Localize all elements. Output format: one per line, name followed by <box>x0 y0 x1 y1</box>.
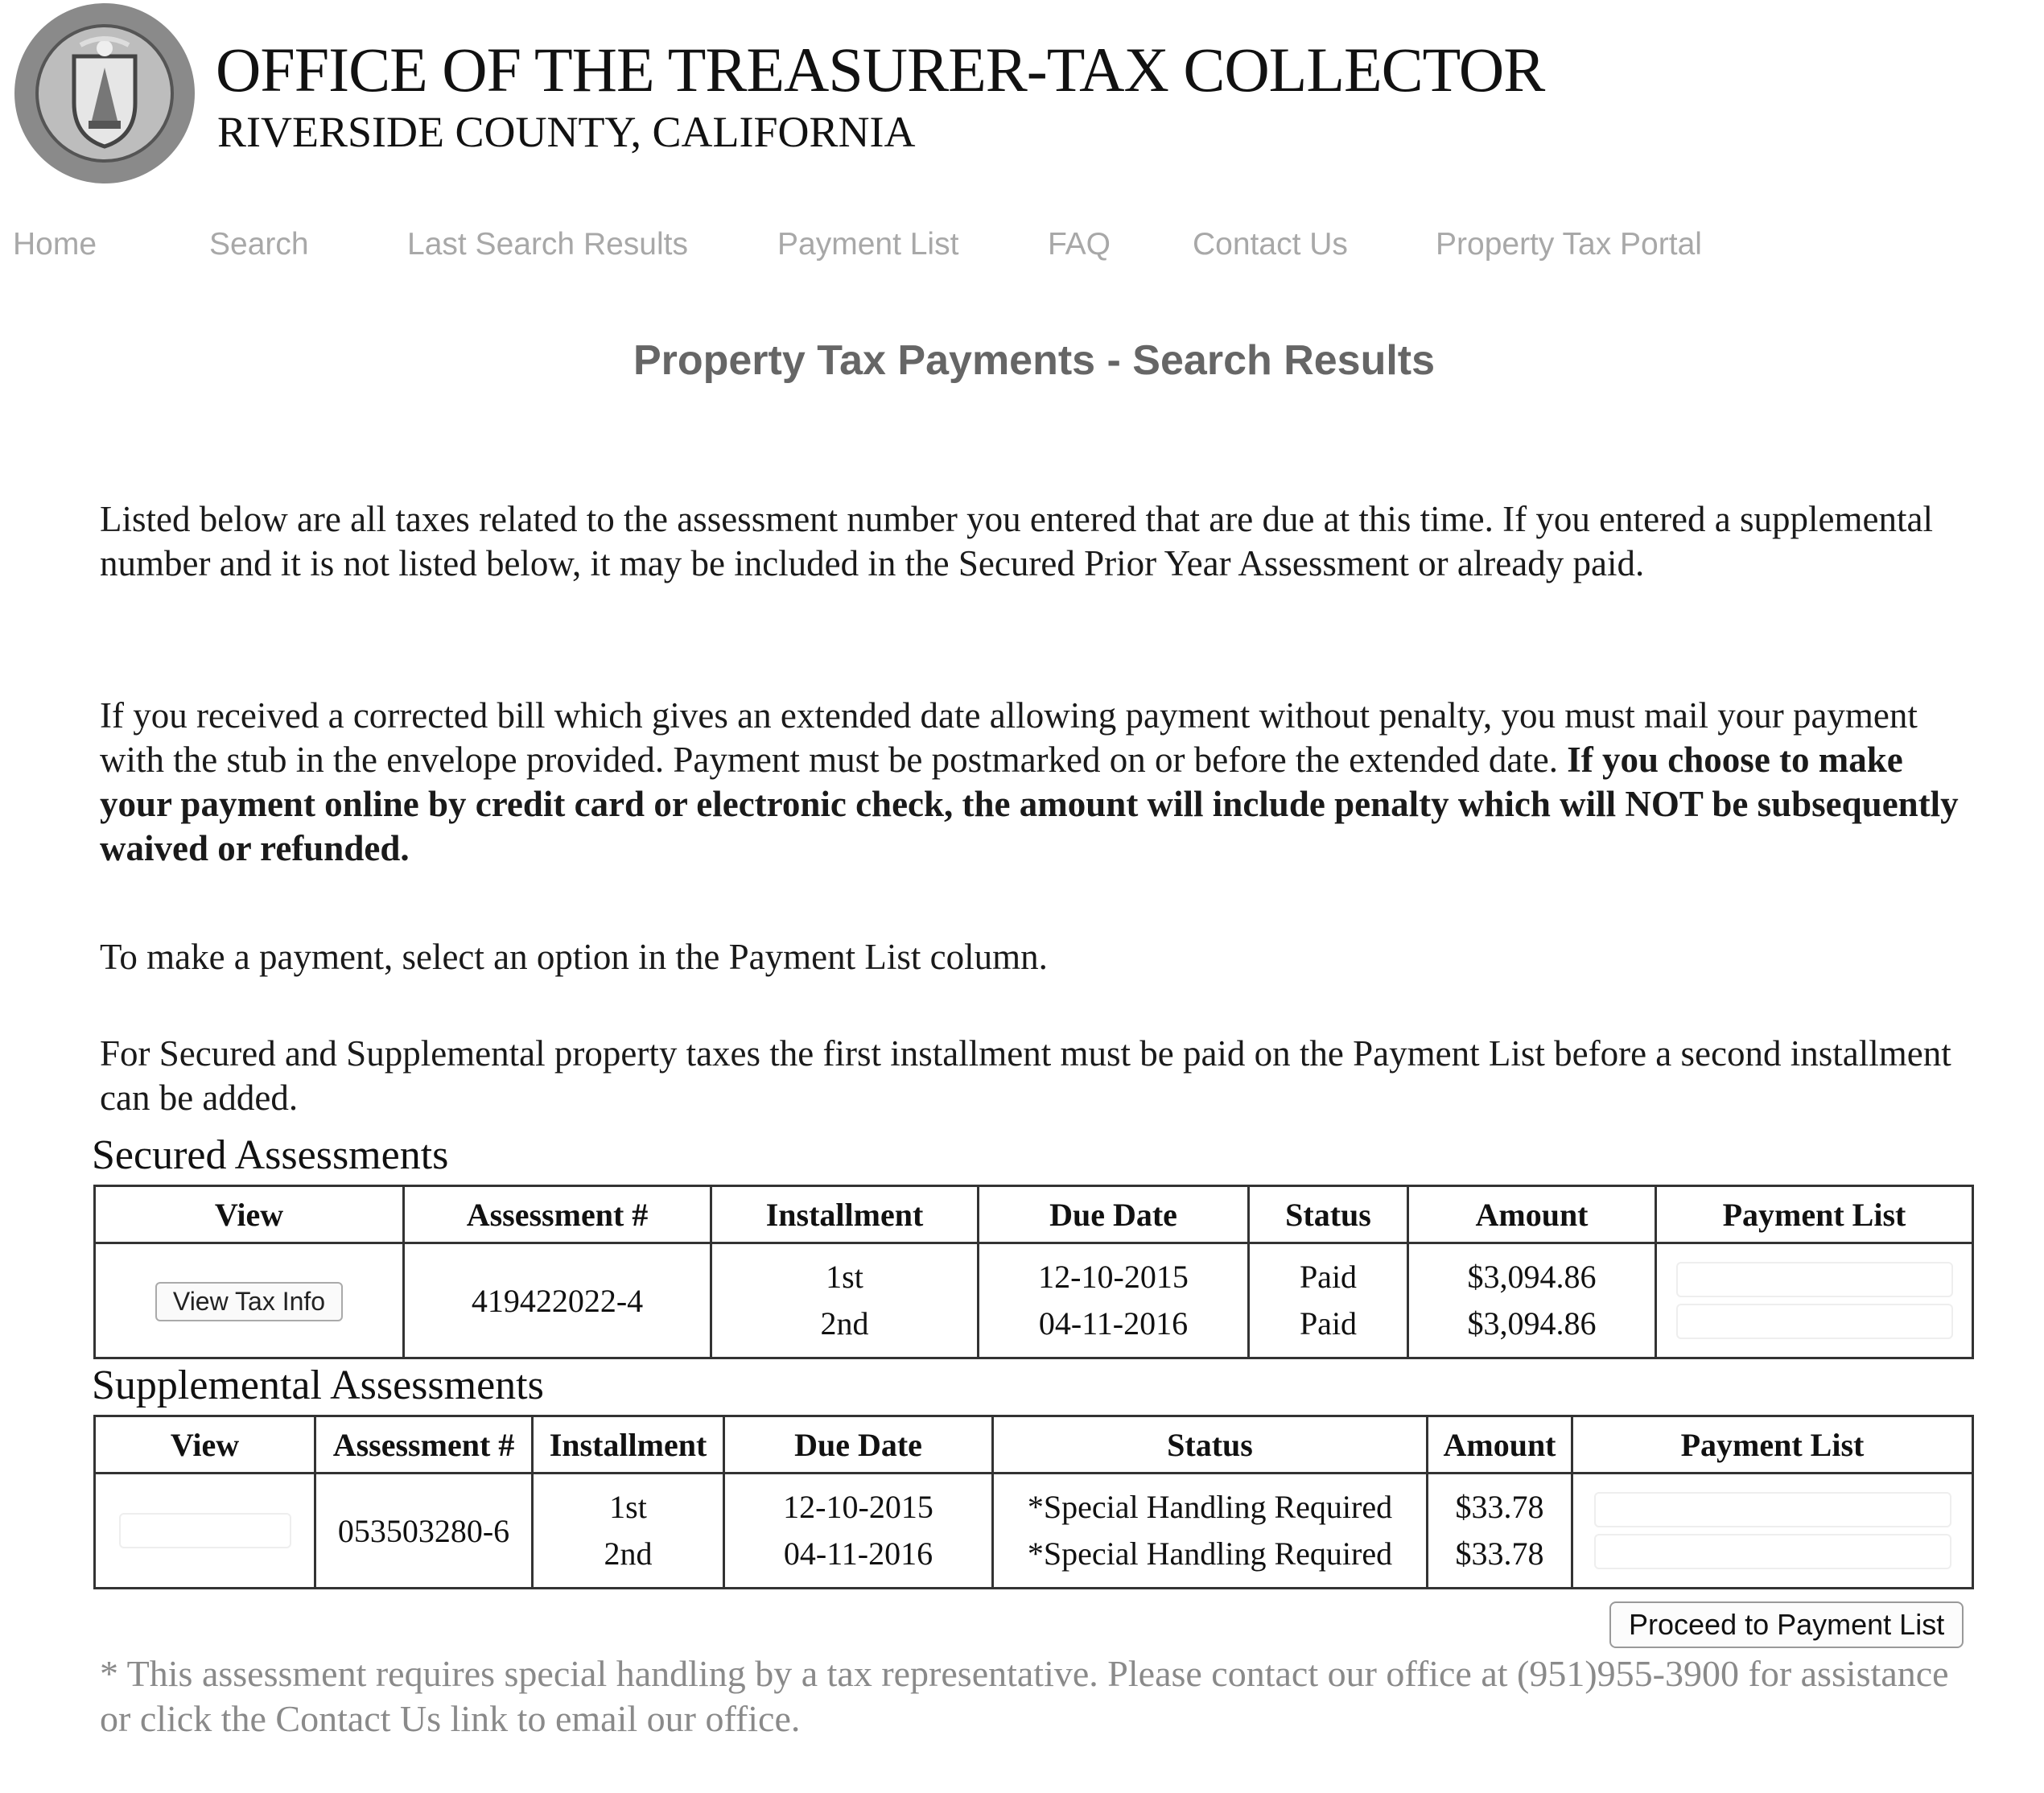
column-header: Amount <box>1408 1186 1656 1243</box>
column-header: Payment List <box>1572 1416 1973 1474</box>
table-row <box>95 1474 1973 1589</box>
installment-cell <box>711 1243 979 1358</box>
column-header: Assessment # <box>404 1186 711 1243</box>
status: Paid <box>1299 1305 1358 1342</box>
column-header: Assessment # <box>315 1416 533 1474</box>
nav-faq[interactable]: FAQ <box>1048 227 1111 262</box>
column-header: Due Date <box>979 1186 1249 1243</box>
installment: 1st <box>609 1489 647 1525</box>
amount-cell <box>1428 1474 1572 1589</box>
nav-search[interactable]: Search <box>209 227 309 262</box>
office-title: OFFICE OF THE TREASURER-TAX COLLECTOR <box>216 35 1545 105</box>
column-header: View <box>95 1416 315 1474</box>
amount: $3,094.86 <box>1467 1305 1597 1342</box>
payment-list-option-disabled <box>1676 1262 1953 1297</box>
installment: 2nd <box>820 1305 869 1342</box>
payment-list-option-disabled <box>1676 1304 1953 1339</box>
intro-paragraph-4: For Secured and Supplemental property taxes the first installment must be paid on the Payment List before a second installment can be added. <box>100 1033 1951 1118</box>
intro-paragraph-2 <box>100 694 1967 871</box>
intro-paragraph-2-text: If you received a corrected bill which gives an extended date allowing payment without penalty, you must mail your payment with the stub in the envelope provided. Payment must be postmarked on or before the extended date. <box>100 695 1918 780</box>
amount: $33.78 <box>1455 1535 1544 1572</box>
installment-cell <box>533 1474 724 1589</box>
due-date: 04-11-2016 <box>783 1535 933 1572</box>
installment: 1st <box>826 1259 863 1295</box>
due-date-cell <box>724 1474 993 1589</box>
supplemental-heading: Supplemental Assessments <box>92 1362 544 1408</box>
supplemental-table <box>93 1415 1974 1589</box>
view-cell <box>95 1474 315 1589</box>
column-header: Amount <box>1428 1416 1572 1474</box>
table-row <box>95 1243 1973 1358</box>
payment-list-option-disabled <box>1594 1492 1951 1527</box>
page-title: Property Tax Payments - Search Results <box>633 337 1436 384</box>
column-header: Installment <box>711 1186 979 1243</box>
nav-last-search-results[interactable]: Last Search Results <box>407 227 689 262</box>
column-header: Status <box>993 1416 1428 1474</box>
assessment-number: 419422022-4 <box>404 1243 711 1358</box>
intro-paragraph-3: To make a payment, select an option in the Payment List column. <box>100 937 1048 977</box>
secured-heading: Secured Assessments <box>92 1132 449 1178</box>
status-cell <box>993 1474 1428 1589</box>
amount: $3,094.86 <box>1467 1259 1597 1295</box>
nav-home[interactable]: Home <box>13 227 97 262</box>
due-date-cell <box>979 1243 1249 1358</box>
due-date: 12-10-2015 <box>1038 1259 1189 1295</box>
table-header-row <box>95 1416 1973 1474</box>
nav-contact-us[interactable]: Contact Us <box>1193 227 1348 262</box>
column-header: Due Date <box>724 1416 993 1474</box>
nav-property-tax-portal[interactable]: Property Tax Portal <box>1436 227 1702 262</box>
column-header: Status <box>1249 1186 1408 1243</box>
status: Paid <box>1299 1259 1358 1295</box>
view-cell <box>95 1243 404 1358</box>
column-header: Payment List <box>1656 1186 1973 1243</box>
county-subtitle: RIVERSIDE COUNTY, CALIFORNIA <box>217 108 916 156</box>
proceed-to-payment-list-button[interactable]: Proceed to Payment List <box>1609 1601 1964 1648</box>
status: *Special Handling Required <box>1027 1489 1393 1525</box>
intro-paragraph-1: Listed below are all taxes related to the assessment number you entered that are due at this time. If you entered a supplemental number and it is not listed below, it may be included in the Secured Prior Year Assessment or already paid. <box>100 499 1933 583</box>
due-date: 04-11-2016 <box>1038 1305 1189 1342</box>
installment: 2nd <box>604 1535 653 1572</box>
status-cell <box>1249 1243 1408 1358</box>
column-header: Installment <box>533 1416 724 1474</box>
amount-cell <box>1408 1243 1656 1358</box>
secured-table <box>93 1185 1974 1359</box>
status: *Special Handling Required <box>1027 1535 1393 1572</box>
nav-payment-list[interactable]: Payment List <box>777 227 959 262</box>
special-handling-footnote: * This assessment requires special handling by a tax representative. Please contact our office at (951)955-3900 for assistance or click the Contact Us link to email our office. <box>100 1653 1949 1739</box>
due-date: 12-10-2015 <box>783 1489 933 1525</box>
assessment-number: 053503280-6 <box>315 1474 533 1589</box>
view-tax-info-button-disabled <box>119 1513 291 1548</box>
column-header: View <box>95 1186 404 1243</box>
payment-list-cell <box>1656 1243 1973 1358</box>
county-seal-icon <box>11 0 198 187</box>
table-header-row <box>95 1186 1973 1243</box>
payment-list-option-disabled <box>1594 1534 1951 1569</box>
payment-list-cell <box>1572 1474 1973 1589</box>
amount: $33.78 <box>1455 1489 1544 1525</box>
view-tax-info-button[interactable]: View Tax Info <box>155 1282 343 1321</box>
penalty-warning: If you choose to make your payment online by credit card or electronic check, the amount will include penalty which will NOT be subsequently waived or refunded. <box>100 740 1959 868</box>
